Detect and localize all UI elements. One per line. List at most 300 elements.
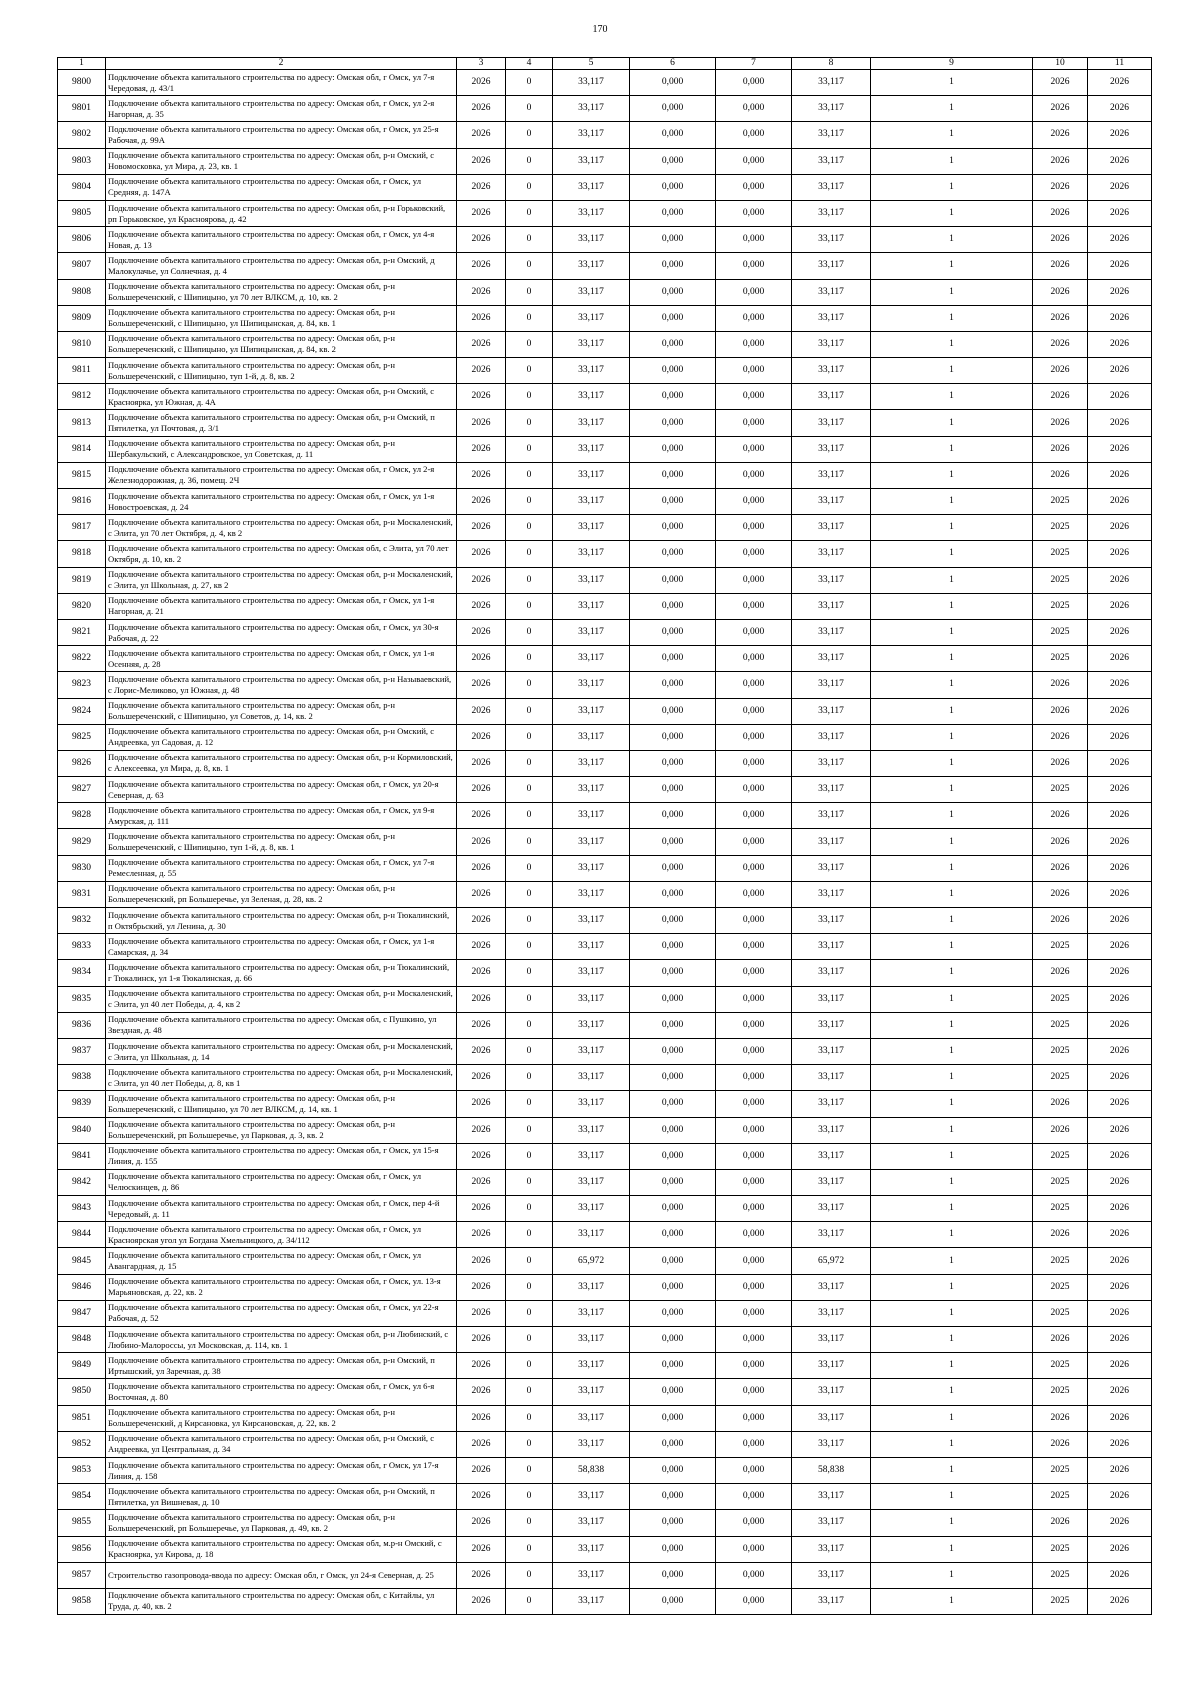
cell-col-8: 33,117 xyxy=(792,515,871,541)
cell-col-6: 0,000 xyxy=(630,567,716,593)
cell-col-11: 2026 xyxy=(1088,253,1152,279)
cell-col-10: 2025 xyxy=(1033,567,1088,593)
object-description: Подключение объекта капитального строительства по адресу: Омская обл, г Омск, ул 4-я Новая, д. 13 xyxy=(106,227,457,253)
cell-col-6: 0,000 xyxy=(630,1117,716,1143)
cell-col-10: 2026 xyxy=(1033,855,1088,881)
cell-col-10: 2026 xyxy=(1033,1327,1088,1353)
cell-col-8: 33,117 xyxy=(792,1222,871,1248)
cell-col-10: 2025 xyxy=(1033,489,1088,515)
cell-col-5: 33,117 xyxy=(553,541,630,567)
cell-col-4: 0 xyxy=(506,1143,553,1169)
table-row xyxy=(58,96,1152,122)
row-number: 9816 xyxy=(58,489,106,515)
cell-col-11: 2026 xyxy=(1088,567,1152,593)
row-number: 9825 xyxy=(58,724,106,750)
object-description: Подключение объекта капитального строительства по адресу: Омская обл, с Китайлы, ул Труда, д. 40, кв. 2 xyxy=(106,1588,457,1614)
object-description: Подключение объекта капитального строительства по адресу: Омская обл, р-н Москаленский, с Элита, ул 70 лет Октября, д. 4, кв 2 xyxy=(106,515,457,541)
cell-col-8: 33,117 xyxy=(792,750,871,776)
table-row xyxy=(58,1169,1152,1195)
cell-col-4: 0 xyxy=(506,1065,553,1091)
table-row xyxy=(58,436,1152,462)
cell-col-10: 2026 xyxy=(1033,279,1088,305)
cell-col-5: 33,117 xyxy=(553,881,630,907)
cell-col-8: 33,117 xyxy=(792,70,871,96)
object-description: Подключение объекта капитального строительства по адресу: Омская обл, р-н Большереченский, с Шипицыно, туп 1-й, д. 8, кв. 2 xyxy=(106,358,457,384)
object-description: Подключение объекта капитального строительства по адресу: Омская обл, р-н Любинский, с Любино-Малороссы, ул Московская, д. 114, кв. 1 xyxy=(106,1327,457,1353)
cell-col-10: 2026 xyxy=(1033,724,1088,750)
table-row xyxy=(58,1536,1152,1562)
cell-col-6: 0,000 xyxy=(630,1588,716,1614)
column-header: 4 xyxy=(506,58,553,70)
cell-col-10: 2026 xyxy=(1033,881,1088,907)
cell-col-9: 1 xyxy=(871,541,1033,567)
cell-col-8: 33,117 xyxy=(792,279,871,305)
cell-col-10: 2025 xyxy=(1033,1274,1088,1300)
row-number: 9831 xyxy=(58,881,106,907)
object-description: Подключение объекта капитального строительства по адресу: Омская обл, р-н Омский, с Красноярка, ул Южная, д. 4А xyxy=(106,384,457,410)
cell-col-8: 33,117 xyxy=(792,986,871,1012)
cell-col-7: 0,000 xyxy=(716,750,792,776)
cell-col-8: 33,117 xyxy=(792,410,871,436)
cell-col-6: 0,000 xyxy=(630,698,716,724)
table-row xyxy=(58,174,1152,200)
row-number: 9817 xyxy=(58,515,106,541)
cell-col-5: 33,117 xyxy=(553,227,630,253)
cell-col-10: 2026 xyxy=(1033,462,1088,488)
cell-col-4: 0 xyxy=(506,384,553,410)
row-number: 9803 xyxy=(58,148,106,174)
cell-col-8: 33,117 xyxy=(792,1327,871,1353)
cell-col-9: 1 xyxy=(871,1484,1033,1510)
cell-col-7: 0,000 xyxy=(716,384,792,410)
cell-col-10: 2025 xyxy=(1033,986,1088,1012)
cell-col-11: 2026 xyxy=(1088,1431,1152,1457)
column-header: 2 xyxy=(106,58,457,70)
cell-col-11: 2026 xyxy=(1088,1327,1152,1353)
cell-col-9: 1 xyxy=(871,1588,1033,1614)
cell-col-10: 2026 xyxy=(1033,1431,1088,1457)
cell-col-4: 0 xyxy=(506,436,553,462)
cell-col-7: 0,000 xyxy=(716,331,792,357)
cell-col-6: 0,000 xyxy=(630,1091,716,1117)
cell-col-3: 2026 xyxy=(457,541,506,567)
cell-col-3: 2026 xyxy=(457,384,506,410)
cell-col-4: 0 xyxy=(506,986,553,1012)
cell-col-3: 2026 xyxy=(457,619,506,645)
cell-col-5: 33,117 xyxy=(553,619,630,645)
cell-col-4: 0 xyxy=(506,1274,553,1300)
row-number: 9830 xyxy=(58,855,106,881)
table-row xyxy=(58,1431,1152,1457)
table-row xyxy=(58,279,1152,305)
row-number: 9833 xyxy=(58,934,106,960)
cell-col-9: 1 xyxy=(871,1327,1033,1353)
cell-col-5: 33,117 xyxy=(553,148,630,174)
cell-col-11: 2026 xyxy=(1088,541,1152,567)
cell-col-5: 65,972 xyxy=(553,1248,630,1274)
cell-col-11: 2026 xyxy=(1088,1274,1152,1300)
cell-col-4: 0 xyxy=(506,462,553,488)
cell-col-11: 2026 xyxy=(1088,960,1152,986)
cell-col-9: 1 xyxy=(871,70,1033,96)
object-description: Подключение объекта капитального строительства по адресу: Омская обл, с Элита, ул 70 лет Октября, д. 10, кв. 2 xyxy=(106,541,457,567)
cell-col-3: 2026 xyxy=(457,331,506,357)
cell-col-5: 33,117 xyxy=(553,1038,630,1064)
cell-col-9: 1 xyxy=(871,1562,1033,1588)
cell-col-7: 0,000 xyxy=(716,1274,792,1300)
cell-col-5: 33,117 xyxy=(553,1065,630,1091)
object-description: Подключение объекта капитального строительства по адресу: Омская обл, р-н Большереченский, рп Большеречье, ул Парковая, д. 49, кв. 2 xyxy=(106,1510,457,1536)
cell-col-3: 2026 xyxy=(457,1562,506,1588)
cell-col-11: 2026 xyxy=(1088,724,1152,750)
cell-col-5: 33,117 xyxy=(553,646,630,672)
cell-col-9: 1 xyxy=(871,803,1033,829)
cell-col-5: 33,117 xyxy=(553,331,630,357)
cell-col-3: 2026 xyxy=(457,200,506,226)
row-number: 9854 xyxy=(58,1484,106,1510)
cell-col-3: 2026 xyxy=(457,1012,506,1038)
cell-col-4: 0 xyxy=(506,1562,553,1588)
cell-col-5: 33,117 xyxy=(553,593,630,619)
cell-col-6: 0,000 xyxy=(630,1431,716,1457)
cell-col-9: 1 xyxy=(871,1457,1033,1483)
cell-col-5: 33,117 xyxy=(553,698,630,724)
object-description: Подключение объекта капитального строительства по адресу: Омская обл, р-н Омский, с Андреевка, ул Центральная, д. 34 xyxy=(106,1431,457,1457)
cell-col-7: 0,000 xyxy=(716,1248,792,1274)
cell-col-10: 2025 xyxy=(1033,934,1088,960)
table-row xyxy=(58,1143,1152,1169)
row-number: 9805 xyxy=(58,200,106,226)
cell-col-3: 2026 xyxy=(457,253,506,279)
cell-col-5: 33,117 xyxy=(553,122,630,148)
cell-col-10: 2026 xyxy=(1033,1510,1088,1536)
cell-col-7: 0,000 xyxy=(716,1143,792,1169)
cell-col-5: 33,117 xyxy=(553,384,630,410)
cell-col-7: 0,000 xyxy=(716,1169,792,1195)
cell-col-3: 2026 xyxy=(457,70,506,96)
cell-col-9: 1 xyxy=(871,331,1033,357)
cell-col-10: 2026 xyxy=(1033,1222,1088,1248)
cell-col-7: 0,000 xyxy=(716,515,792,541)
cell-col-7: 0,000 xyxy=(716,1405,792,1431)
cell-col-5: 33,117 xyxy=(553,803,630,829)
cell-col-11: 2026 xyxy=(1088,1012,1152,1038)
cell-col-10: 2026 xyxy=(1033,1091,1088,1117)
cell-col-9: 1 xyxy=(871,148,1033,174)
cell-col-7: 0,000 xyxy=(716,619,792,645)
cell-col-7: 0,000 xyxy=(716,1353,792,1379)
table-row xyxy=(58,934,1152,960)
cell-col-10: 2025 xyxy=(1033,593,1088,619)
object-description: Подключение объекта капитального строительства по адресу: Омская обл, г Омск, ул 20-я Северная, д. 63 xyxy=(106,777,457,803)
cell-col-9: 1 xyxy=(871,279,1033,305)
object-description: Подключение объекта капитального строительства по адресу: Омская обл, р-н Москаленский, с Элита, ул 40 лет Победы, д. 4, кв 2 xyxy=(106,986,457,1012)
row-number: 9844 xyxy=(58,1222,106,1248)
cell-col-8: 33,117 xyxy=(792,1510,871,1536)
row-number: 9855 xyxy=(58,1510,106,1536)
cell-col-5: 33,117 xyxy=(553,1327,630,1353)
cell-col-7: 0,000 xyxy=(716,70,792,96)
cell-col-7: 0,000 xyxy=(716,1117,792,1143)
object-description: Подключение объекта капитального строительства по адресу: Омская обл, р-н Большереченский, с Шипицыно, ул 70 лет ВЛКСМ, д. 10, кв. 2 xyxy=(106,279,457,305)
cell-col-3: 2026 xyxy=(457,960,506,986)
cell-col-8: 33,117 xyxy=(792,698,871,724)
row-number: 9840 xyxy=(58,1117,106,1143)
cell-col-11: 2026 xyxy=(1088,462,1152,488)
cell-col-4: 0 xyxy=(506,1091,553,1117)
cell-col-7: 0,000 xyxy=(716,1510,792,1536)
cell-col-7: 0,000 xyxy=(716,829,792,855)
cell-col-3: 2026 xyxy=(457,1065,506,1091)
cell-col-4: 0 xyxy=(506,777,553,803)
cell-col-8: 58,838 xyxy=(792,1457,871,1483)
table-row xyxy=(58,515,1152,541)
object-description: Подключение объекта капитального строительства по адресу: Омская обл, р-н Шербакульский, с Александровское, ул Советская, д. 11 xyxy=(106,436,457,462)
cell-col-4: 0 xyxy=(506,1353,553,1379)
cell-col-8: 33,117 xyxy=(792,1484,871,1510)
cell-col-10: 2025 xyxy=(1033,1065,1088,1091)
row-number: 9822 xyxy=(58,646,106,672)
cell-col-11: 2026 xyxy=(1088,1510,1152,1536)
cell-col-10: 2026 xyxy=(1033,305,1088,331)
row-number: 9824 xyxy=(58,698,106,724)
cell-col-10: 2025 xyxy=(1033,1457,1088,1483)
cell-col-9: 1 xyxy=(871,646,1033,672)
cell-col-5: 33,117 xyxy=(553,960,630,986)
cell-col-9: 1 xyxy=(871,358,1033,384)
row-number: 9826 xyxy=(58,750,106,776)
cell-col-9: 1 xyxy=(871,1091,1033,1117)
cell-col-5: 33,117 xyxy=(553,1196,630,1222)
cell-col-6: 0,000 xyxy=(630,986,716,1012)
object-description: Подключение объекта капитального строительства по адресу: Омская обл, г Омск, ул. 13-я Марьяновская, д. 22, кв. 2 xyxy=(106,1274,457,1300)
cell-col-5: 33,117 xyxy=(553,410,630,436)
cell-col-9: 1 xyxy=(871,986,1033,1012)
cell-col-7: 0,000 xyxy=(716,934,792,960)
cell-col-11: 2026 xyxy=(1088,1353,1152,1379)
cell-col-9: 1 xyxy=(871,1169,1033,1195)
column-header: 7 xyxy=(716,58,792,70)
cell-col-3: 2026 xyxy=(457,227,506,253)
object-description: Подключение объекта капитального строительства по адресу: Омская обл, г Омск, ул 7-я Чередовая, д. 43/1 xyxy=(106,70,457,96)
cell-col-4: 0 xyxy=(506,96,553,122)
table-row xyxy=(58,70,1152,96)
table-row xyxy=(58,750,1152,776)
cell-col-7: 0,000 xyxy=(716,1588,792,1614)
page-number: 170 xyxy=(592,24,608,35)
table-row xyxy=(58,908,1152,934)
cell-col-8: 33,117 xyxy=(792,1274,871,1300)
table-row xyxy=(58,1117,1152,1143)
cell-col-10: 2025 xyxy=(1033,1248,1088,1274)
cell-col-6: 0,000 xyxy=(630,331,716,357)
cell-col-4: 0 xyxy=(506,1222,553,1248)
object-description: Подключение объекта капитального строительства по адресу: Омская обл, р-н Омский, п Пятилетка, ул Почтовая, д. 3/1 xyxy=(106,410,457,436)
cell-col-6: 0,000 xyxy=(630,934,716,960)
cell-col-7: 0,000 xyxy=(716,908,792,934)
cell-col-9: 1 xyxy=(871,1143,1033,1169)
cell-col-11: 2026 xyxy=(1088,331,1152,357)
cell-col-4: 0 xyxy=(506,646,553,672)
cell-col-8: 33,117 xyxy=(792,960,871,986)
object-description: Подключение объекта капитального строительства по адресу: Омская обл, м.р-н Омский, с Красноярка, ул Кирова, д. 18 xyxy=(106,1536,457,1562)
cell-col-3: 2026 xyxy=(457,1327,506,1353)
cell-col-10: 2026 xyxy=(1033,410,1088,436)
cell-col-10: 2025 xyxy=(1033,1484,1088,1510)
object-description: Подключение объекта капитального строительства по адресу: Омская обл, р-н Большереченский, с Шипицыно, ул Советов, д. 14, кв. 2 xyxy=(106,698,457,724)
cell-col-5: 33,117 xyxy=(553,1091,630,1117)
cell-col-7: 0,000 xyxy=(716,1379,792,1405)
cell-col-4: 0 xyxy=(506,1588,553,1614)
cell-col-5: 33,117 xyxy=(553,1588,630,1614)
row-number: 9850 xyxy=(58,1379,106,1405)
cell-col-7: 0,000 xyxy=(716,1562,792,1588)
cell-col-5: 33,117 xyxy=(553,1353,630,1379)
cell-col-10: 2026 xyxy=(1033,200,1088,226)
cell-col-11: 2026 xyxy=(1088,619,1152,645)
cell-col-4: 0 xyxy=(506,305,553,331)
cell-col-11: 2026 xyxy=(1088,515,1152,541)
cell-col-6: 0,000 xyxy=(630,803,716,829)
object-description: Подключение объекта капитального строительства по адресу: Омская обл, р-н Омский, с Андреевка, ул Садовая, д. 12 xyxy=(106,724,457,750)
cell-col-10: 2025 xyxy=(1033,1169,1088,1195)
cell-col-6: 0,000 xyxy=(630,1248,716,1274)
cell-col-4: 0 xyxy=(506,358,553,384)
cell-col-5: 33,117 xyxy=(553,515,630,541)
cell-col-6: 0,000 xyxy=(630,672,716,698)
cell-col-4: 0 xyxy=(506,698,553,724)
object-description: Подключение объекта капитального строительства по адресу: Омская обл, г Омск, ул 2-я Нагорная, д. 35 xyxy=(106,96,457,122)
object-description: Подключение объекта капитального строительства по адресу: Омская обл, г Омск, ул 30-я Рабочая, д. 22 xyxy=(106,619,457,645)
cell-col-7: 0,000 xyxy=(716,567,792,593)
row-number: 9802 xyxy=(58,122,106,148)
cell-col-9: 1 xyxy=(871,96,1033,122)
cell-col-5: 33,117 xyxy=(553,1274,630,1300)
cell-col-7: 0,000 xyxy=(716,777,792,803)
cell-col-5: 33,117 xyxy=(553,934,630,960)
cell-col-4: 0 xyxy=(506,1169,553,1195)
cell-col-8: 33,117 xyxy=(792,1536,871,1562)
cell-col-8: 33,117 xyxy=(792,593,871,619)
cell-col-8: 33,117 xyxy=(792,1117,871,1143)
cell-col-4: 0 xyxy=(506,881,553,907)
object-description: Подключение объекта капитального строительства по адресу: Омская обл, р-н Большереченский, с Шипицыно, туп 1-й, д. 8, кв. 1 xyxy=(106,829,457,855)
table-row xyxy=(58,1353,1152,1379)
cell-col-10: 2025 xyxy=(1033,1143,1088,1169)
cell-col-9: 1 xyxy=(871,567,1033,593)
cell-col-4: 0 xyxy=(506,829,553,855)
cell-col-3: 2026 xyxy=(457,672,506,698)
cell-col-6: 0,000 xyxy=(630,462,716,488)
cell-col-11: 2026 xyxy=(1088,855,1152,881)
cell-col-9: 1 xyxy=(871,1038,1033,1064)
cell-col-4: 0 xyxy=(506,1327,553,1353)
cell-col-5: 33,117 xyxy=(553,358,630,384)
cell-col-10: 2025 xyxy=(1033,541,1088,567)
cell-col-9: 1 xyxy=(871,960,1033,986)
cell-col-11: 2026 xyxy=(1088,279,1152,305)
cell-col-4: 0 xyxy=(506,122,553,148)
cell-col-10: 2026 xyxy=(1033,672,1088,698)
cell-col-5: 33,117 xyxy=(553,1562,630,1588)
table-row xyxy=(58,489,1152,515)
cell-col-9: 1 xyxy=(871,1431,1033,1457)
cell-col-8: 33,117 xyxy=(792,672,871,698)
object-description: Подключение объекта капитального строительства по адресу: Омская обл, р-н Омский, с Новомосковка, ул Мира, д. 23, кв. 1 xyxy=(106,148,457,174)
cell-col-9: 1 xyxy=(871,1300,1033,1326)
cell-col-11: 2026 xyxy=(1088,96,1152,122)
cell-col-6: 0,000 xyxy=(630,515,716,541)
table-row xyxy=(58,1379,1152,1405)
cell-col-3: 2026 xyxy=(457,803,506,829)
table-row xyxy=(58,227,1152,253)
object-description: Подключение объекта капитального строительства по адресу: Омская обл, р-н Большереченский, д Кирсановка, ул Кирсановская, д. 22, кв. 2 xyxy=(106,1405,457,1431)
cell-col-7: 0,000 xyxy=(716,881,792,907)
cell-col-6: 0,000 xyxy=(630,489,716,515)
row-number: 9812 xyxy=(58,384,106,410)
cell-col-3: 2026 xyxy=(457,777,506,803)
cell-col-5: 33,117 xyxy=(553,986,630,1012)
cell-col-5: 33,117 xyxy=(553,567,630,593)
cell-col-11: 2026 xyxy=(1088,1379,1152,1405)
object-description: Подключение объекта капитального строительства по адресу: Омская обл, р-н Большереченский, с Шипицыно, ул 70 лет ВЛКСМ, д. 14, кв. 1 xyxy=(106,1091,457,1117)
cell-col-3: 2026 xyxy=(457,1300,506,1326)
cell-col-3: 2026 xyxy=(457,305,506,331)
cell-col-7: 0,000 xyxy=(716,462,792,488)
column-header: 11 xyxy=(1088,58,1152,70)
cell-col-8: 33,117 xyxy=(792,1353,871,1379)
object-description: Подключение объекта капитального строительства по адресу: Омская обл, р-н Тюкалинский, г Тюкалинск, ул 1-я Тюкалинская, д. 66 xyxy=(106,960,457,986)
cell-col-7: 0,000 xyxy=(716,1300,792,1326)
cell-col-8: 33,117 xyxy=(792,122,871,148)
cell-col-10: 2026 xyxy=(1033,1117,1088,1143)
cell-col-7: 0,000 xyxy=(716,1431,792,1457)
cell-col-9: 1 xyxy=(871,1353,1033,1379)
cell-col-9: 1 xyxy=(871,1536,1033,1562)
object-description: Подключение объекта капитального строительства по адресу: Омская обл, г Омск, ул Челюскинцев, д. 86 xyxy=(106,1169,457,1195)
cell-col-9: 1 xyxy=(871,489,1033,515)
cell-col-3: 2026 xyxy=(457,829,506,855)
row-number: 9853 xyxy=(58,1457,106,1483)
cell-col-11: 2026 xyxy=(1088,803,1152,829)
object-description: Подключение объекта капитального строительства по адресу: Омская обл, р-н Кормиловский, с Алексеевка, ул Мира, д. 8, кв. 1 xyxy=(106,750,457,776)
cell-col-4: 0 xyxy=(506,410,553,436)
table-row xyxy=(58,253,1152,279)
cell-col-6: 0,000 xyxy=(630,1484,716,1510)
cell-col-4: 0 xyxy=(506,1379,553,1405)
object-description: Подключение объекта капитального строительства по адресу: Омская обл, р-н Омский, п Пятилетка, ул Вишневая, д. 10 xyxy=(106,1484,457,1510)
cell-col-9: 1 xyxy=(871,227,1033,253)
cell-col-6: 0,000 xyxy=(630,1536,716,1562)
row-number: 9811 xyxy=(58,358,106,384)
cell-col-8: 33,117 xyxy=(792,1143,871,1169)
cell-col-4: 0 xyxy=(506,1038,553,1064)
cell-col-6: 0,000 xyxy=(630,908,716,934)
cell-col-3: 2026 xyxy=(457,148,506,174)
object-description: Подключение объекта капитального строительства по адресу: Омская обл, г Омск, ул Красноярская угол ул Богдана Хмельницкого, д. 34/112 xyxy=(106,1222,457,1248)
column-header: 6 xyxy=(630,58,716,70)
cell-col-7: 0,000 xyxy=(716,489,792,515)
cell-col-9: 1 xyxy=(871,672,1033,698)
cell-col-9: 1 xyxy=(871,698,1033,724)
cell-col-10: 2025 xyxy=(1033,1353,1088,1379)
table-row xyxy=(58,829,1152,855)
table-row xyxy=(58,305,1152,331)
cell-col-8: 33,117 xyxy=(792,934,871,960)
cell-col-9: 1 xyxy=(871,1405,1033,1431)
cell-col-4: 0 xyxy=(506,750,553,776)
column-header: 10 xyxy=(1033,58,1088,70)
